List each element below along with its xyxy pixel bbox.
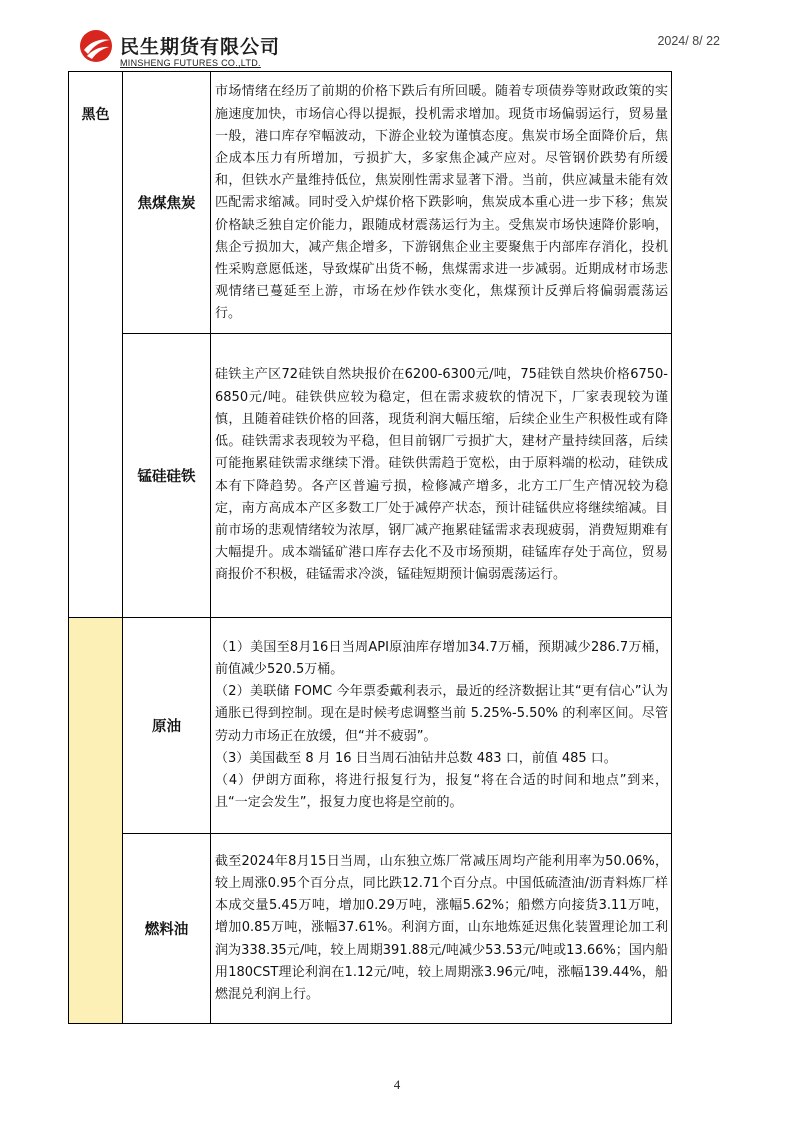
content-fuel-oil [211,834,672,1024]
page-header [0,0,794,72]
commodity-table [68,71,672,1024]
report-date: 2024/ 8/ 22 [657,34,720,48]
content-text: 截至2024年8月15日当周，山东独立炼厂常减压周均产能利用率为50.06%，较上周涨0.95个百分点，同比跌12.71个百分点。中国低硫渣油/沥青料炼厂样本成交量5.45万吨，增加0.29万吨，涨幅5.62%；船燃方向接货3.11万吨，增加0.85万吨，涨幅37.61%。利润方面，山东地炼延迟焦化装置理论加工利润为338.35元/吨，较上周期391.88元/吨减少53.53元/吨或13.66%；国内船用180CST理论利润在1.12元/吨，较上周期涨3.96元/吨，涨幅139.44%，船燃混兑利润上行。 [215,853,668,1002]
list-item: （3）美国截至 8 月 16 日当周石油钻井总数 483 口，前值 485 口。 [215,750,617,766]
list-item: （1）美国至8月16日当周API原油库存增加34.7万桶，预期减少286.7万桶，前值减少520.5万桶。 [215,639,668,677]
content-coking-coal [211,72,672,334]
list-item: （2）美联储 FOMC 今年票委戴利表示，最近的经济数据让其“更有信心”认为通胀已得到控制。现在是时候考虑调整当前 5.25%-5.50% 的利率区间。尽管劳动力市场正在放缓，但“并不疲弱”。 [215,684,668,744]
table-row [69,334,672,618]
page-number: 4 [393,1077,401,1092]
content-text: 硅铁主产区72硅铁自然块报价在6200-6300元/吨，75硅铁自然块价格6750-6850元/吨。硅铁供应较为稳定，但在需求疲软的情况下，厂家表现较为谨慎，且随着硅铁价格的回落，现货利润大幅压缩，后续企业生产积极性或有降低。硅铁需求表现较为平稳，但目前钢厂亏损扩大，建材产量持续回落，后续可能拖累硅铁需求继续下滑。硅铁供需趋于宽松，由于原料端的松动，硅铁成本有下降趋势。各产区普遍亏损，检修减产增多，北方工厂生产情况较为稳定，南方高成本产区多数工厂处于减停产状态，预计硅锰供应将继续缩减。目前市场的悲观情绪较为浓厚，钢厂减产拖累硅锰需求表现疲弱，消费短期难有大幅提升。成本端锰矿港口库存去化不及市场预期，硅锰库存处于高位，贸易商报价不积极，硅锰需求冷淡，锰硅短期预计偏弱震荡运行。 [215,367,668,583]
content-crude-oil [211,618,672,834]
product-crude-oil: 原油 [123,618,211,834]
table-row [69,834,672,1024]
content-text: 市场情绪在经历了前期的价格下跌后有所回暖。随着专项债券等财政政策的实施速度加快，市场信心得以提振，投机需求增加。现货市场偏弱运行，贸易量一般，港口库存窄幅波动，下游企业较为谨慎态度。焦炭市场全面降价后，焦企成本压力有所增加，亏损扩大，多家焦企减产应对。尽管钢价跌势有所缓和，但铁水产量维持低位，焦炭刚性需求显著下滑。当前，供应减量未能有效匹配需求缩减。同时受入炉煤价格下跌影响，焦炭成本重心进一步下移；焦炭价格缺乏独自定价能力，跟随成材震荡运行为主。受焦炭市场快速降价影响，焦企亏损加大，减产焦企增多，下游钢焦企业主要聚焦于内部库存消化，投机性采购意愿低迷，导致煤矿出货不畅，焦煤需求进一步减弱。近期成材市场悲观情绪已蔓延至上游，市场在炒作铁水变化，焦煤预计反弹后将偏弱震荡运行。 [215,84,668,322]
sector-energy [69,618,123,1024]
table-row [69,618,672,834]
product-coking-coal: 焦煤焦炭 [123,72,211,334]
company-name-en: MINSHENG FUTURES CO.,LTD. [120,58,261,68]
table-row [69,72,672,334]
sector-black: 黑色 [69,72,123,618]
product-ferroalloy: 锰硅硅铁 [123,334,211,618]
content-ferroalloy [211,334,672,618]
list-item: （4）伊朗方面称，将进行报复行为，报复“将在合适的时间和地点”到来，且“一定会发生”，报复力度也将是空前的。 [215,772,668,811]
product-fuel-oil: 燃料油 [123,834,211,1024]
minsheng-logo-icon [78,28,114,64]
company-name-cn: 民生期货有限公司 [120,36,281,58]
